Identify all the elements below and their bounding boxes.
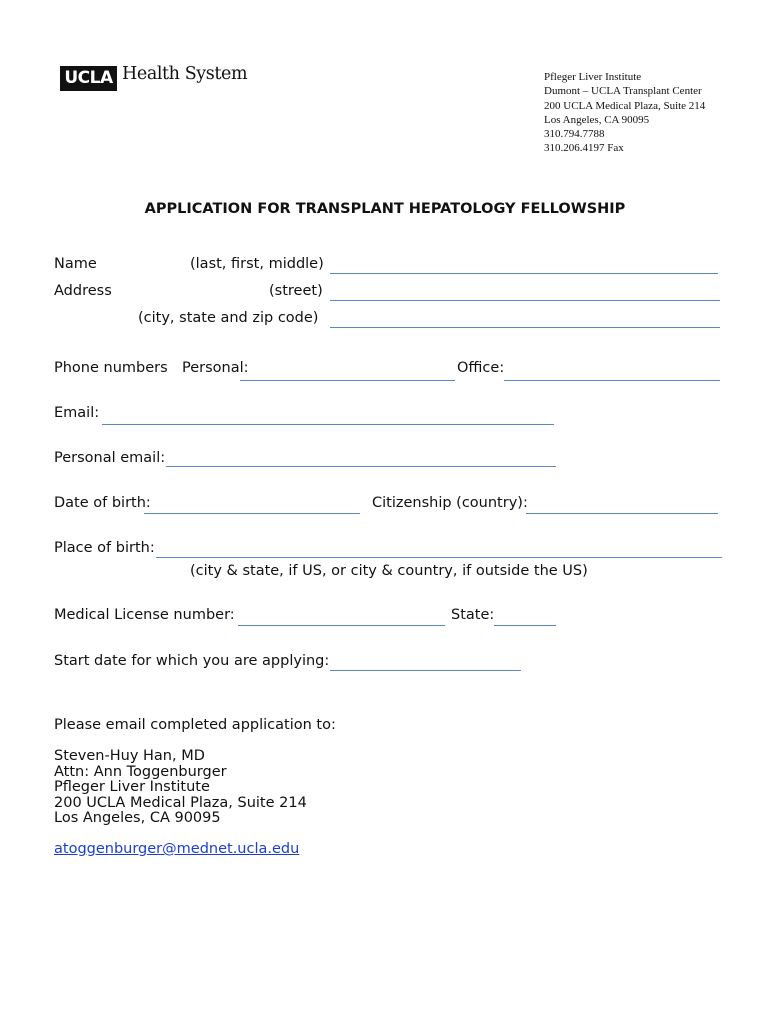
address-line: Pfleger Liver Institute [544,71,642,83]
address-line: 200 UCLA Medical Plaza, Suite 214 [544,99,706,112]
page-title: APPLICATION FOR TRANSPLANT HEPATOLOGY FELLOWSHIP [144,201,626,217]
recipient-city: Los Angeles, CA 90095 [54,810,221,826]
personal-email-field[interactable] [166,466,556,467]
street-hint: (street) [269,283,323,299]
personal-phone-label: Personal: [182,360,249,376]
office-phone-field[interactable] [504,380,720,381]
name-label: Name [54,256,97,272]
start-date-field[interactable] [330,670,521,671]
medical-license-label: Medical License number: [54,607,235,623]
name-field[interactable] [330,273,718,274]
address-label: Address [54,283,112,299]
email-field[interactable] [102,424,554,425]
ucla-logo-mark: UCLA [60,66,117,91]
address-line-phone: 310.794.7788 [544,128,605,141]
submission-instructions: Please email completed application to: [54,717,336,733]
institute-address-block [544,70,705,156]
name-hint: (last, first, middle) [190,256,324,272]
start-date-label: Start date for which you are applying: [54,653,330,669]
date-of-birth-field[interactable] [144,513,360,514]
contact-email-link[interactable]: atoggenburger@mednet.ucla.edu [54,841,300,857]
personal-email-label: Personal email: [54,450,166,466]
address-line: Los Angeles, CA 90095 [544,113,650,126]
license-state-label: State: [451,607,495,623]
personal-phone-field[interactable] [240,380,455,381]
place-of-birth-label: Place of birth: [54,540,155,556]
mailing-address-block [54,749,307,827]
address-line-fax: 310.206.4197 Fax [544,142,624,155]
date-of-birth-label: Date of birth: [54,495,151,511]
place-of-birth-field[interactable] [156,557,722,558]
place-of-birth-hint: (city & state, if US, or city & country, if outside the US) [190,563,588,579]
email-label: Email: [54,405,100,421]
health-system-logo-text: Health System [122,64,248,84]
street-field[interactable] [330,300,720,301]
office-phone-label: Office: [457,360,505,376]
phone-numbers-label: Phone numbers [54,360,168,376]
address-line: Dumont – UCLA Transplant Center [544,85,702,98]
city-state-zip-hint: (city, state and zip code) [138,310,319,326]
city-state-zip-field[interactable] [330,327,720,328]
citizenship-label: Citizenship (country): [372,495,528,511]
citizenship-field[interactable] [526,513,718,514]
recipient-institute: Pfleger Liver Institute [54,779,210,795]
recipient-name: Steven-Huy Han, MD [54,748,205,764]
recipient-street: 200 UCLA Medical Plaza, Suite 214 [54,794,307,811]
recipient-attn: Attn: Ann Toggenburger [54,763,227,780]
license-state-field[interactable] [494,625,556,626]
medical-license-field[interactable] [238,625,445,626]
